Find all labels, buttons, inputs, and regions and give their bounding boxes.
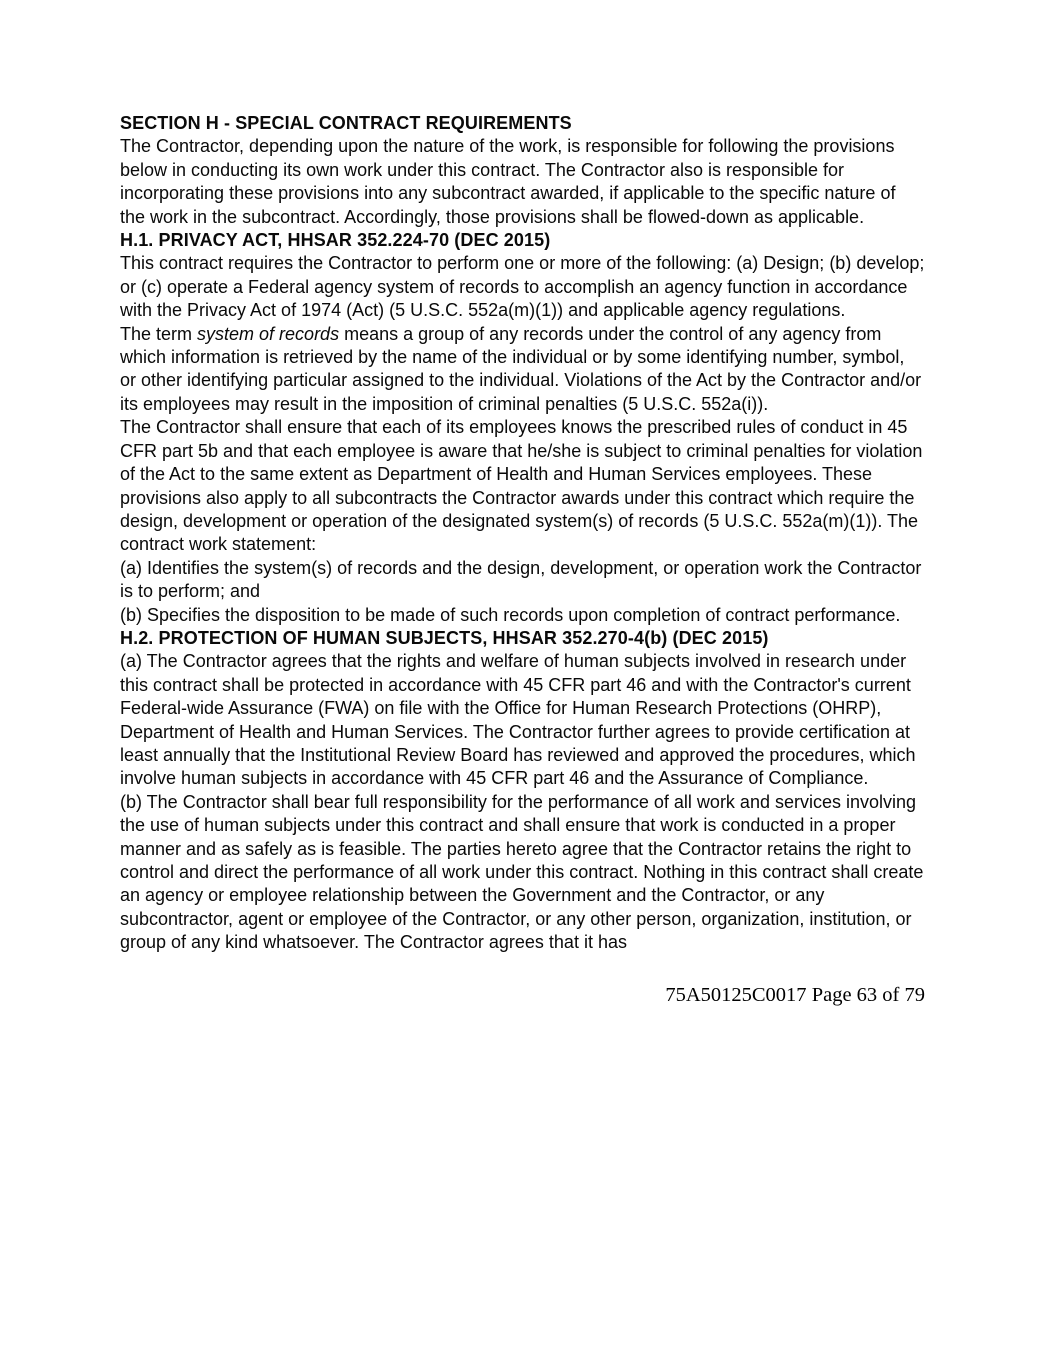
clause-h2-item-a: (a) The Contractor agrees that the rights and welfare of human subjects involved in research under this contract shall be protected in accordance with 45 CFR part 46 and with the Contractor's current Federal-wide Assurance (FWA) on file with the Office for Human Research Protections (OHRP), Department of Health and Human Services. The Contractor further agrees to provide certification at least annually that the Institutional Review Board has reviewed and approved the procedures, which involve human subjects in accordance with 45 CFR part 46 and the Assurance of Compliance.	[120, 651, 916, 789]
page-footer	[120, 982, 925, 1008]
clause-h1-heading: H.1. PRIVACY ACT, HHSAR 352.224-70 (DEC 2015)	[120, 230, 551, 251]
clause-h1-definition-paragraph	[120, 323, 925, 417]
clause-h2-item-b: (b) The Contractor shall bear full responsibility for the performance of all work and services involving the use of human subjects under this contract and shall ensure that work is conducted in a proper manner and as safely as is feasible. The parties hereto agree that the Contractor retains the right to control and direct the performance of all work under this contract. Nothing in this contract shall create an agency or employee relationship between the Government and the Contractor, or any subcontractor, agent or employee of the Contractor, or any other person, organization, institution, or group of any kind whatsoever. The Contractor agrees that it has	[120, 791, 924, 953]
contract-number: 75A50125C0017	[665, 983, 807, 1006]
page-number-label: Page 63 of 79	[811, 983, 925, 1006]
clause-h1-paragraph-1: This contract requires the Contractor to perform one or more of the following: (a) Design; (b) develop; or (c) operate a Federal agency system of records to accomplish an agency function in accordance with the Privacy Act of 1974 (Act) (5 U.S.C. 552a(m)(1)) and applicable agency regulations.	[120, 253, 925, 321]
section-h-heading: SECTION H - SPECIAL CONTRACT REQUIREMENTS	[120, 113, 572, 133]
clause-h1-item-a: (a) Identifies the system(s) of records and the design, development, or operation work the Contractor is to perform; and	[120, 557, 922, 602]
clause-h1-paragraph-3: The Contractor shall ensure that each of its employees knows the prescribed rules of conduct in 45 CFR part 5b and that each employee is aware that he/she is subject to criminal penalties for violation of the Act to the same extent as Department of Health and Human Services employees. These provisions also apply to all subcontracts the Contractor awards under this contract which require the design, development or operation of the designated system(s) of records (5 U.S.C. 552a(m)(1)). The contract work statement:	[120, 417, 923, 555]
clause-h1-item-b: (b) Specifies the disposition to be made of such records upon completion of contract performance.	[120, 604, 901, 625]
definition-prefix-text: The term	[120, 323, 198, 344]
definition-rest-text: means a group of any records under the control of any agency from which information is retrieved by the name of the individual or by some identifying number, symbol, or other identifying particular assigned to the individual. Violations of the Act by the Contractor and/or its employees may result in the imposition of criminal penalties (5 U.S.C. 552a(i)).	[120, 323, 922, 414]
section-h-intro-paragraph: The Contractor, depending upon the nature of the work, is responsible for following the provisions below in conducting its own work under this contract. The Contractor also is responsible for incorporating these provisions into any subcontract awarded, if applicable to the specific nature of the work in the subcontract. Accordingly, those provisions shall be flowed-down as applicable.	[120, 136, 896, 227]
system-of-records-term: system of records	[197, 323, 340, 344]
clause-h2-heading: H.2. PROTECTION OF HUMAN SUBJECTS, HHSAR 352.270-4(b) (DEC 2015)	[120, 627, 769, 648]
